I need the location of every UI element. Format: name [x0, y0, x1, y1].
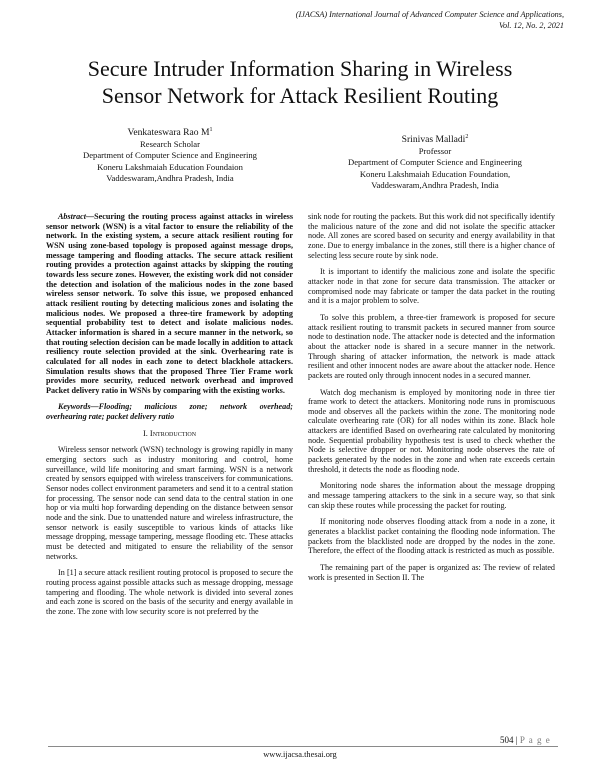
abstract	[46, 212, 293, 395]
section-heading-introduction: I. Introduction	[142, 428, 197, 438]
paragraph: In [1] a secure attack resilient routing protocol is proposed to secure the routing process against possible attacks such as message dropping, message tampering and flooding. The whole network is divided into several zones and each zone is scored on the basis of the security and energy available in the zone. The zone with low security score is not preferred by the	[46, 568, 293, 616]
footer-divider	[48, 746, 558, 747]
paragraph: It is important to identify the malicious zone and isolate the specific attacker node in that zone for secure data transmission. The attacker or compromised node may fabricate or tamper the data packet in the routing and it is a major problem to solve.	[308, 267, 555, 306]
left-column	[46, 212, 293, 624]
abstract-text: Securing the routing process against attacks in wireless sensor network (WSN) is a vital factor to ensure the reliability of the network. In the existing system, a secure attack resilient routing for WSN using zone-based topology is proposed against message drops, message tampering and flooding attacks. The secure attack resilient routing provides a protection against attacks by skipping the routing towards less secure zones. However, the existing work did not consider the detection and isolation of the malicious nodes in the zone based wireless sensor network. To solve this issue, we proposed enhanced attack resilient routing by detecting malicious zones and isolating the malicious nodes. We proposed a three-tire framework by adopting sequential probability test to detect and isolate malicious nodes. Attacker information is shared in a secure manner in the network, so that routing selection decision can be made locally in addition to attack resiliency route selection provided at the sink. Overhearing rate is calculated for all nodes in each zone to detect blackhole attackers. Simulation results shows that the proposed Three Tier Frame work provides more security, reduced network overhead and improved Packet delivery ratio in WSNs by comparing with the existing works.	[46, 212, 293, 395]
paragraph: To solve this problem, a three-tier framework is proposed for secure attack resilient routing to transmit packets in secured manner from source node to destination node. The attacker node is detected and the information about the attacker node is shared in a secure manner in the network. Through sharing of attacker information, the network is made attack resilient and other innocent nodes are aware about the attacker node. Hence packets are routed only through innocent nodes in a secured manner.	[308, 312, 555, 380]
paragraph: Wireless sensor network (WSN) technology is growing rapidly in many emerging sectors such as industry monitoring and control, home surveillance, wild life monitoring and smart farming. WSN is a network created by sensors equipped with wireless transceivers for communications. Sensor nodes collect environment parameters and send it to a central station for processing. The sensor node can send data to the central station in one hop or via multi hop forwarding depending on the distance between sensor node and the sink. Due to unattended nature and wireless infrastructure, the sensor network is easily susceptible to various kinds of attacks like message dropping, message tampering, message flooding etc. These attacks must be detected and mitigated to ensure the reliability of the sensor networks.	[46, 445, 293, 561]
paper-title	[40, 55, 560, 109]
author-name-1: Venkateswara Rao $M^1$	[127, 127, 213, 139]
paragraph: The remaining part of the paper is organized as: The review of related work is presented in Section II. The	[308, 563, 555, 582]
keywords: Keywords—Flooding; malicious zone; network overhead; overhearing rate; packet delivery ratio	[46, 402, 293, 422]
author-place-2: Vaddeswaram,Andhra Pradesh, India	[371, 180, 499, 191]
paragraph: Watch dog mechanism is employed by monitoring node in three tier frame work to detect the attackers. Monitoring node runs in promiscuous mode and observes all the packets within the zone. The monitoring node calculate overhearing rate (OR) for all nodes within its zone. Black hole attackers are identified Based on overhearing rate calculated by monitoring node. Sequential probability hypothesis test is used to check whether the Node is selective dropper or not. Monitoring node observes the rate of packets generated by the nodes in the zone and when rate exceeds certain threshold, it detects the node as flooding node.	[308, 387, 555, 474]
paragraph: Monitoring node shares the information about the message dropping and message tampering attackers to the sink in a secure way, so that sink can skip these routes while processing the packet for routing.	[308, 481, 555, 510]
journal-header	[204, 10, 564, 31]
right-column	[308, 212, 555, 589]
author-name-2: Srinivas Malladi$^2$	[401, 134, 469, 146]
author-dept-2: Department of Computer Science and Engineering	[348, 157, 522, 168]
title-line-2: Sensor Network for Attack Resilient Routing	[101, 83, 499, 108]
abstract-label: Abstract—	[58, 212, 95, 221]
author-org-2: Koneru Lakshmaiah Education Foundation,	[359, 168, 511, 179]
author-role-1: Research Scholar	[140, 138, 200, 149]
footer-url: www.ijacsa.thesai.org	[263, 750, 337, 759]
author-place-1: Vaddeswaram,Andhra Pradesh, India	[106, 173, 234, 184]
author-affil-sup-2: 2	[465, 134, 469, 140]
author-block-2	[315, 132, 555, 192]
author-affil-sup-1: 1	[209, 127, 213, 133]
title-line-1: Secure Intruder Information Sharing in Wireless	[87, 56, 513, 81]
author-role-2: Professor	[418, 145, 452, 156]
journal-name: (IJACSA) International Journal of Advanced Computer Science and Applications,	[295, 10, 564, 19]
author-block-1	[55, 125, 285, 185]
paragraph: sink node for routing the packets. But this work did not specifically identify the malicious nature of the zone and did not isolate the specific attacker node. All zones are scored based on security and energy availability in that zone. Due to energy imbalance in the zones, still there is a higher chance of selecting less secure route by sink node.	[308, 212, 555, 260]
journal-volume: Vol. 12, No. 2, 2021	[498, 20, 564, 30]
paragraph: If monitoring node observes flooding attack from a node in a zone, it generates a blacklist packet containing the flooding node information. The packets from the blacklisted node are dropped by the nodes in the zone. Therefore, the effect of the flooding attack is restricted as much as possible.	[308, 517, 555, 556]
page-number: 504 | P a g e	[500, 735, 551, 745]
author-dept-1: Department of Computer Science and Engineering	[83, 150, 257, 161]
author-org-1: Koneru Lakshmaiah Education Foundaion	[97, 161, 243, 172]
